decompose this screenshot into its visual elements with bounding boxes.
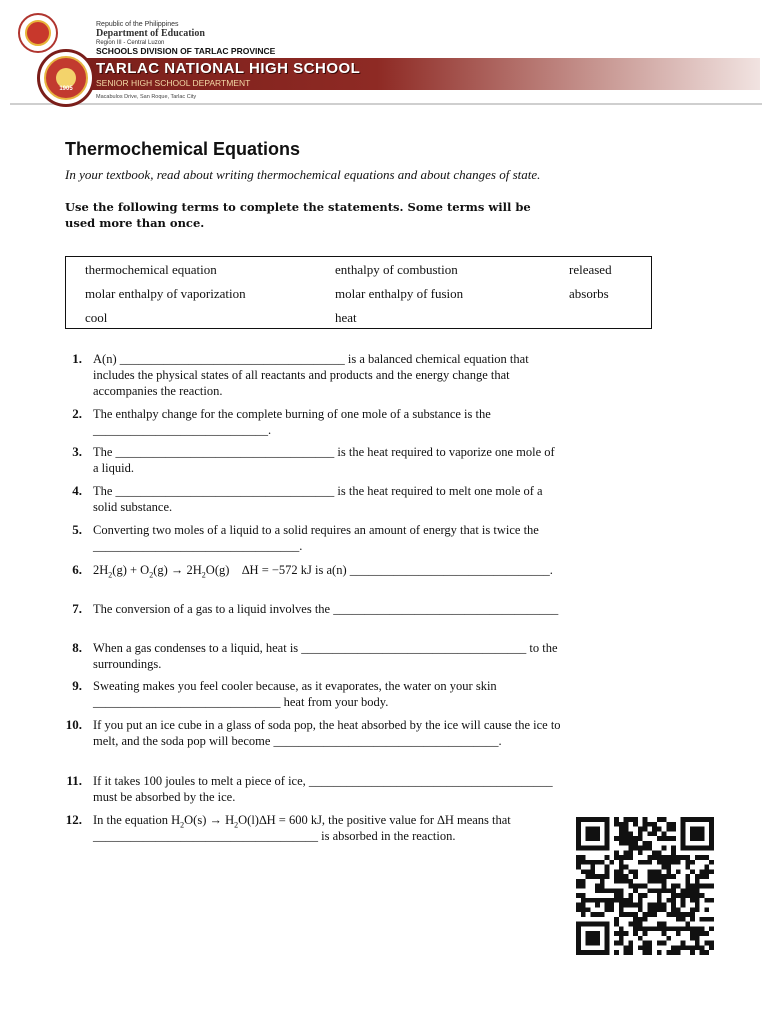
question-text: When a gas condenses to a liquid, heat is ____________________________________ to the surroundings. — [93, 641, 558, 671]
question-number: 5. — [72, 522, 82, 537]
question-number: 4. — [72, 483, 82, 498]
equation-lead: In the equation H — [93, 813, 181, 827]
question-text: A(n) ____________________________________ is a balanced chemical equation that includes the physical states of all reactants and products and the energy change that accompanies the reaction. — [93, 352, 529, 398]
equation-tail: = 600 kJ, the positive value for ∆H means that ____________________________________ is absorbed in the reaction. — [93, 813, 511, 843]
terms-box — [65, 256, 652, 329]
question-number: 10. — [65, 717, 82, 732]
question-text: Converting two moles of a liquid to a solid requires an amount of energy that is twice the _________________________________. — [93, 523, 539, 553]
instructions-text: Use the following terms to complete the statements. Some terms will be used more than once. — [65, 200, 531, 230]
term-item: absorbs — [569, 286, 609, 301]
question-text: The enthalpy change for the complete burning of one mole of a substance is the ____________________________. — [93, 407, 491, 437]
equation-tail: ∆H = −572 kJ is a(n) ________________________________. — [238, 563, 553, 577]
question-number: 8. — [72, 640, 82, 655]
term-item: heat — [335, 310, 357, 325]
header-republic: Republic of the Philippines — [96, 21, 179, 28]
school-address: Macabulos Drive, San Roque, Tarlac City — [96, 94, 197, 100]
term-item: thermochemical equation — [85, 262, 217, 277]
question-text-equation: $2H_2(g) + O_2(g) \to 2H_2O(g)$ ∆H = −572 kJ is a(n) ________________________________. — [93, 563, 553, 580]
question-number: 2. — [72, 406, 82, 421]
question-number: 12. — [65, 812, 82, 827]
question-text-equation: In the equation $H_2O(s) \to H_2O(l)\Delta H = 600$ kJ, the positive value for ∆H means that ____________________________________ is absorbed in the reaction. — [93, 813, 511, 843]
page-title: Thermochemical Equations — [65, 139, 301, 159]
qr-code — [572, 817, 718, 955]
term-item: enthalpy of combustion — [335, 262, 458, 277]
question-text: The conversion of a gas to a liquid involves the ____________________________________ — [93, 602, 559, 616]
question-text: The ___________________________________ is the heat required to vaporize one mole of a liquid. — [93, 445, 555, 475]
header-division: SCHOOLS DIVISION OF TARLAC PROVINCE — [96, 46, 276, 56]
question-number: 11. — [66, 773, 82, 788]
question-text: The ___________________________________ is the heat required to melt one mole of a solid substance. — [93, 484, 543, 514]
deped-seal-logo — [18, 13, 58, 53]
question-text: If it takes 100 joules to melt a piece of ice, _______________________________________ must be absorbed by the ice. — [93, 774, 553, 804]
term-item: cool — [85, 310, 108, 325]
question-text: Sweating makes you feel cooler because, as it evaporates, the water on your skin ______________________________ heat from your body. — [93, 679, 497, 709]
school-department: SENIOR HIGH SCHOOL DEPARTMENT — [96, 78, 251, 88]
term-item: molar enthalpy of fusion — [335, 286, 464, 301]
question-text: If you put an ice cube in a glass of soda pop, the heat absorbed by the ice will cause the ice to melt, and the soda pop will become ____________________________________. — [93, 718, 561, 748]
intro-text: In your textbook, read about writing thermochemical equations and about changes of state. — [65, 167, 541, 182]
header-region: Region III - Central Luzon — [96, 40, 165, 46]
question-number: 9. — [72, 678, 82, 693]
header-divider — [10, 103, 762, 105]
header-department: Department of Education — [96, 28, 205, 39]
school-name: TARLAC NATIONAL HIGH SCHOOL — [96, 60, 361, 77]
school-seal-logo — [37, 49, 95, 107]
question-number: 3. — [72, 444, 82, 459]
equation-lead: 2H — [93, 563, 109, 577]
question-number: 6. — [72, 562, 82, 577]
question-number: 1. — [72, 351, 82, 366]
term-item: released — [569, 262, 612, 277]
question-number: 7. — [72, 601, 82, 616]
seal-year: 1905 — [59, 86, 73, 92]
term-item: molar enthalpy of vaporization — [85, 286, 246, 301]
